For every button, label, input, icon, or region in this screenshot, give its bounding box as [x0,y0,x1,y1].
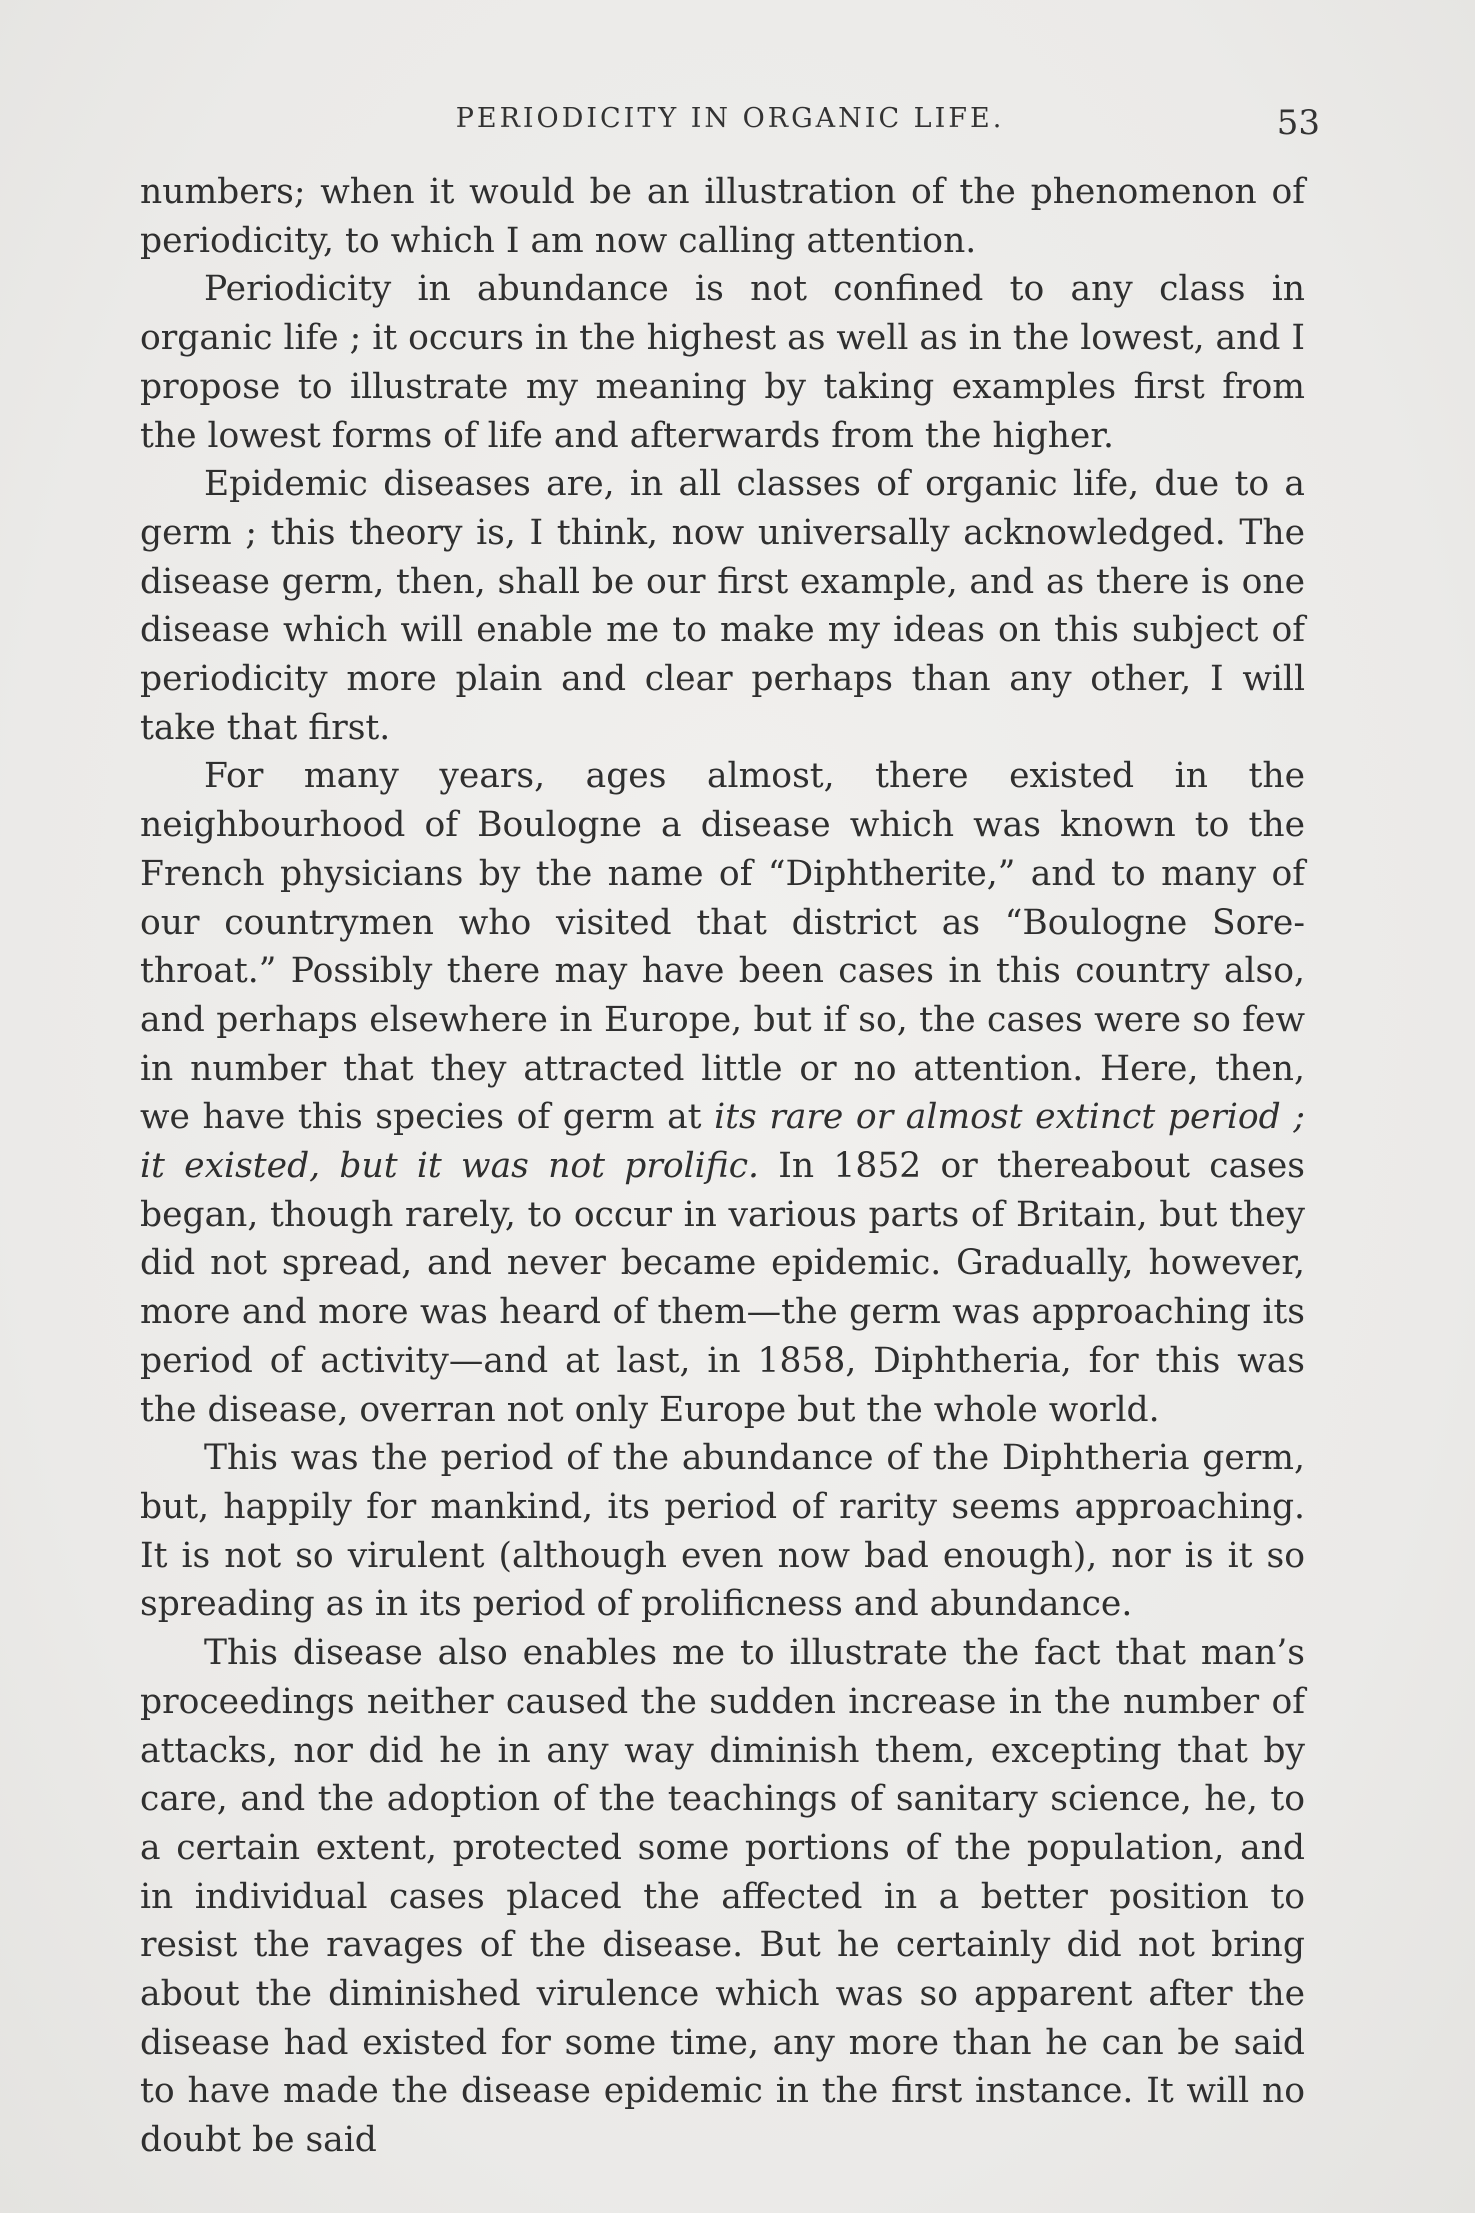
paragraph-text: In 1852 or thereabout cases began, though rarely, to occur in various parts of Britain, but they did not spread, and never became epidemic. Gradually, however, more and more was heard of them—the germ was approaching its period of activity—and at last, in 1858, Diphtheria, for this was the disease, overran not only Europe but the whole world. [140,1146,1305,1430]
running-title: PERIODICITY IN ORGANIC LIFE. [455,103,1005,134]
paragraph-diphtheria [140,752,1305,1434]
paragraph: Epidemic diseases are, in all classes of organic life, due to a germ ; this theory is, I think, now universally acknowledged. The disease germ, then, shall be our first example, and as there is one disease which will enable me to make my ideas on this subject of periodicity more plain and clear perhaps than any other, I will take that first. [140,464,1305,748]
italic-phrase: its rare or almost extinct period ; it existed, but it was not prolific. [140,1097,1305,1187]
paragraph: This disease also enables me to illustrate the fact that man’s proceedings neither caused the sudden increase in the number of attacks, nor did he in any way diminish them, excepting that by care, and the adoption of the teachings of sanitary science, he, to a certain extent, protected some portions of the population, and in individual cases placed the affected in a better position to resist the ravages of the disease. But he certainly did not bring about the diminished virulence which was so apparent after the disease had existed for some time, any more than he can be said to have made the disease epidemic in the first instance. It will no doubt be said [140,1633,1305,2161]
paragraph-text: For many years, ages almost, there existed in the neighbourhood of Boulogne a disease which was known to the French physicians by the name of “Diphtherite,” and to many of our countrymen who visited that district as “Boulogne Sore-throat.” Possibly there may have been cases in this country also, and perhaps elsewhere in Europe, but if so, the cases were so few in number that they attracted little or no attention. Here, then, we have this species of germ at [140,756,1305,1138]
paragraph: This was the period of the abundance of the Diphtheria germ, but, happily for mankind, its period of rarity seems approaching. It is not so virulent (although even now bad enough), nor is it so spreading as in its period of prolificness and abundance. [140,1438,1305,1625]
body-text [140,168,1305,2165]
paragraph-continued: numbers; when it would be an illustration of the phenomenon of periodicity, to which I am now calling attention. [140,172,1305,261]
running-head [140,95,1320,145]
page-number: 53 [1276,103,1320,143]
paragraph: Periodicity in abundance is not confined to any class in organic life ; it occurs in the highest as well as in the lowest, and I propose to illustrate my meaning by taking examples first from the lowest forms of life and afterwards from the higher. [140,269,1305,456]
